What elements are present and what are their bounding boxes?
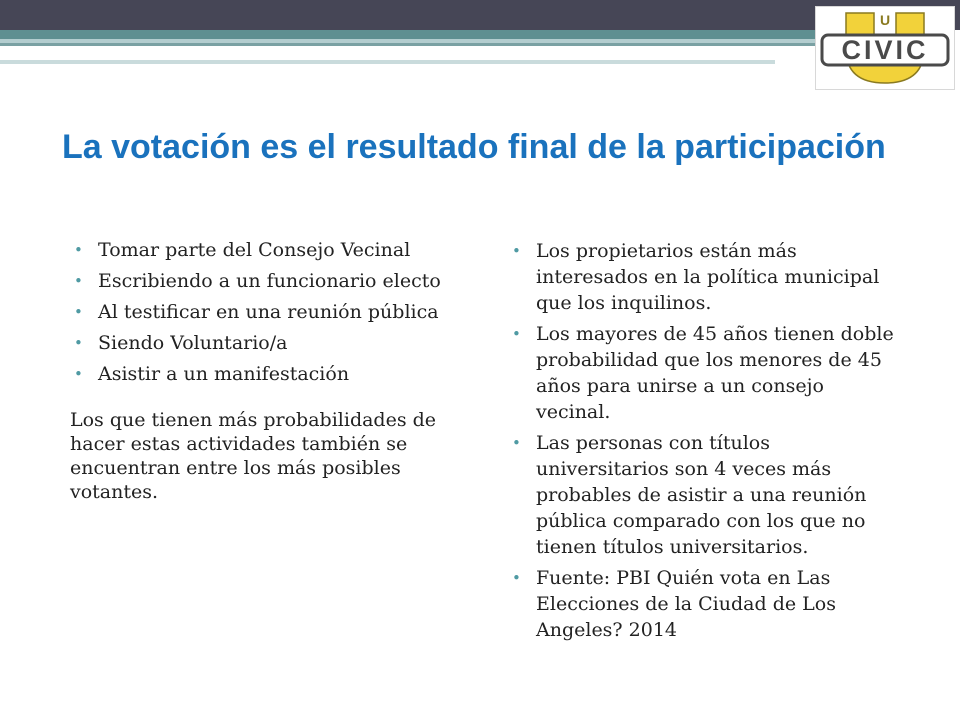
slide-title: La votación es el resultado final de la participación [62,128,886,166]
list-item [508,321,904,425]
header-lower-stripe [0,60,775,64]
list-item [508,238,904,316]
header-thin-stripe [0,43,815,46]
bullet-text: Escribiendo a un funcionario electo [98,270,441,292]
bullet-text: Los propietarios están más interesados en la política municipal que los inquilinos. [536,240,880,314]
civic-u-logo-image [816,7,954,89]
bullet-text: Siendo Voluntario/a [98,332,288,354]
bullet-icon: • [74,241,83,259]
logo-u-letter: U [879,12,891,28]
list-item [70,300,470,324]
list-item [70,331,470,355]
right-column [508,238,904,648]
bullet-icon: • [512,434,521,452]
bullet-icon: • [74,334,83,352]
bullet-icon: • [74,303,83,321]
list-item [508,565,904,643]
list-item [70,238,470,262]
civic-u-logo [815,6,955,90]
list-item [70,362,470,386]
bullet-text: Fuente: PBI Quién vota en Las Elecciones de la Ciudad de Los Angeles? 2014 [536,567,836,641]
bullet-text: Los mayores de 45 años tienen doble probabilidad que los menores de 45 años para unirse a un consejo vecinal. [536,323,894,423]
bullet-text: Asistir a un manifestación [98,363,350,385]
bullet-text: Las personas con títulos universitarios son 4 veces más probables de asistir a una reunión pública comparado con los que no tienen títulos universitarios. [536,432,867,558]
left-column [70,238,470,504]
logo-civic-text: CIVIC [841,35,929,65]
right-bullet-list [508,238,904,643]
left-bullet-list [70,238,470,386]
list-item [70,269,470,293]
bullet-icon: • [74,272,83,290]
bullet-text: Al testificar en una reunión pública [98,301,439,323]
bullet-text: Tomar parte del Consejo Vecinal [98,239,411,261]
bullet-icon: • [74,365,83,383]
bullet-icon: • [512,569,521,587]
bullet-icon: • [512,242,521,260]
list-item [508,430,904,560]
header-accent-stripe [0,30,815,39]
bullet-icon: • [512,325,521,343]
left-note-paragraph: Los que tienen más probabilidades de hacer estas actividades también se encuentran entre los más posibles votantes. [70,409,437,503]
